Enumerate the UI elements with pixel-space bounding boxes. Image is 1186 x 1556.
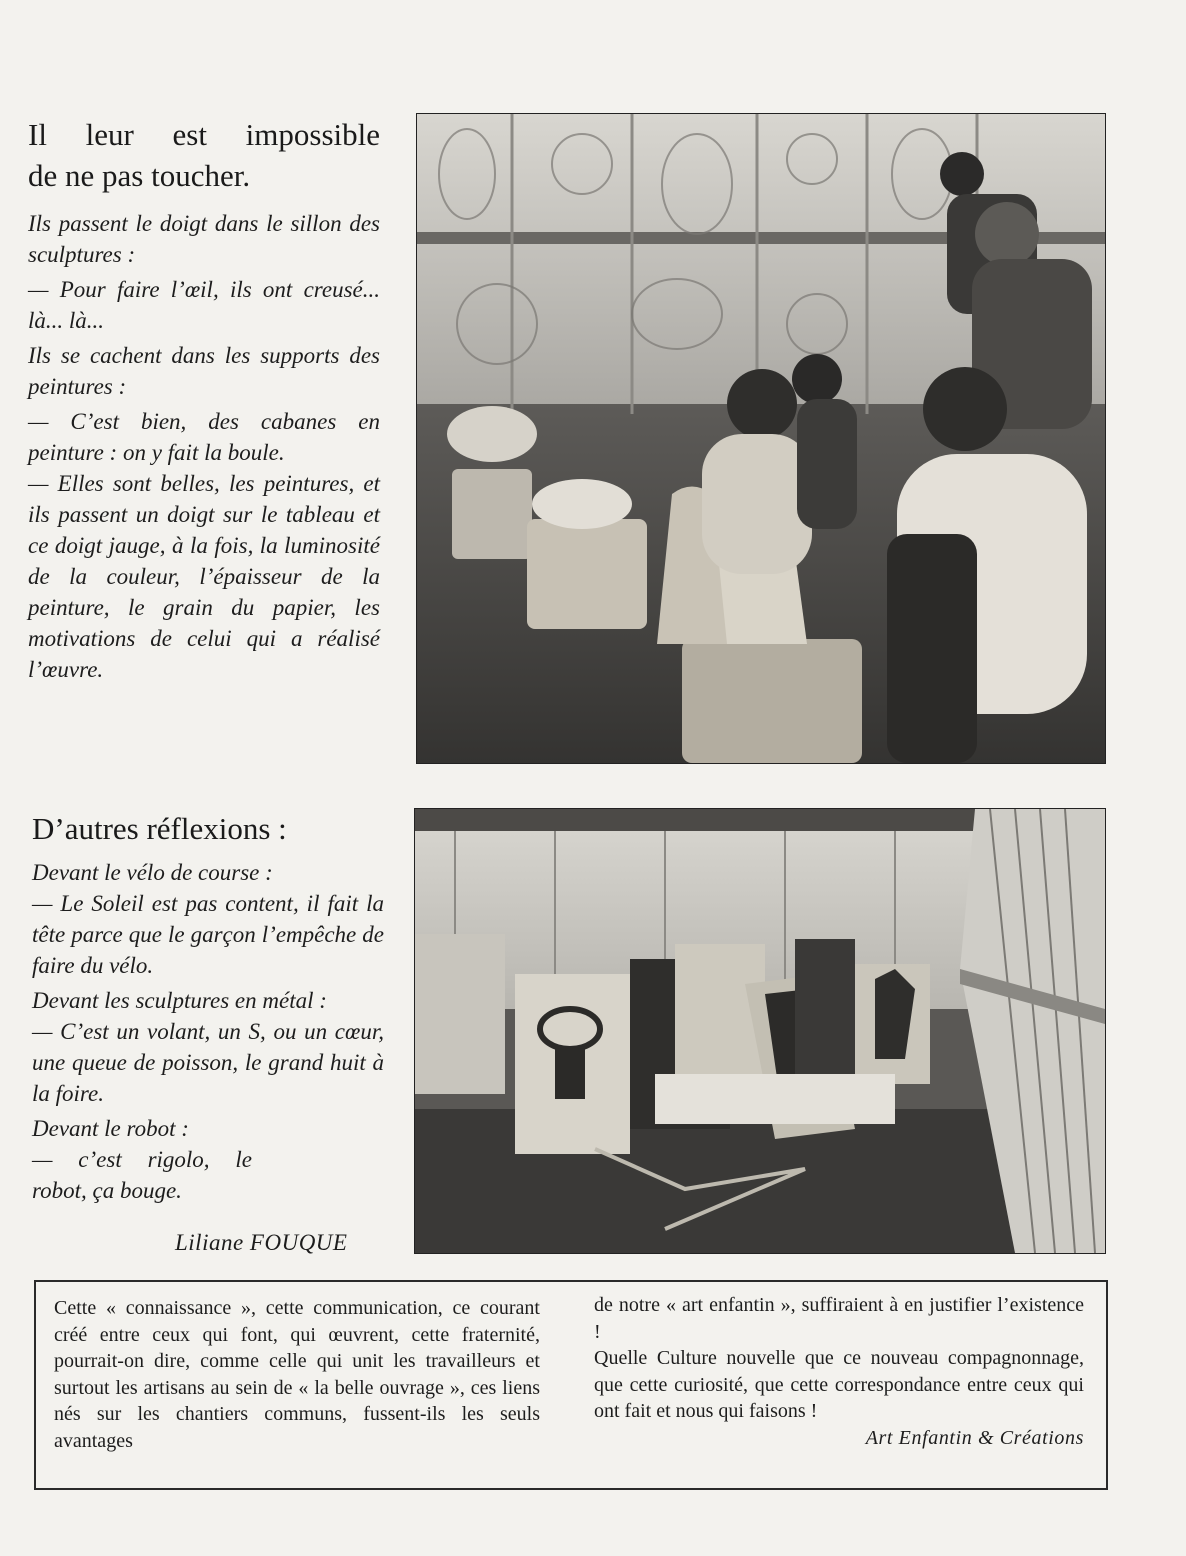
box-paragraph: de notre « art enfantin », suffiraient à en justifier l’existence ! <box>594 1294 1084 1343</box>
photo-children-touching-sculptures <box>417 114 1105 763</box>
photo-gallery-paintings <box>415 809 1105 1253</box>
paragraph: — C’est bien, des cabanes en peinture : on y fait la boule. <box>28 409 380 465</box>
paragraph: Devant le robot : <box>32 1116 189 1141</box>
paragraph: Ils passent le doigt dans le sillon des sculptures : <box>28 211 380 267</box>
paragraph: Devant les sculptures en métal : <box>32 988 327 1013</box>
box-credit: Art Enfantin & Créations <box>865 1426 1084 1449</box>
section2-text <box>32 857 384 1210</box>
paragraph: — Elles sont belles, les peintures, et ils passent un doigt sur le tableau et ce doigt jauge, à la fois, la luminosité de la couleur, l’épaisseur de la peinture, le grain du papier, les motivations de celui qui a réalisé l’œuvre. <box>28 471 380 682</box>
author-signature: Liliane FOUQUE <box>175 1230 348 1255</box>
section1-text <box>28 208 380 689</box>
paragraph: Devant le vélo de course : <box>32 860 273 885</box>
box-paragraph: Quelle Culture nouvelle que ce nouveau compagnonnage, que cette curiosité, que cette correspondance entre ceux qui ont fait et nous qui faisons ! <box>594 1347 1084 1422</box>
box-column-1: Cette « connaissance », cette communication, ce courant créé entre ceux qui font, qui œuvrent, cette fraternité, pourrait-on dire, comme celle qui unit les travailleurs et surtout les artisans au sein de « la belle ouvrage », ces liens nés sur les chantiers communs, fussent-ils les seuls avantages <box>54 1297 540 1452</box>
paragraph: — Le Soleil est pas content, il fait la tête parce que le garçon l’empêche de faire du vélo. <box>32 891 384 978</box>
gallery-exhibition-photo <box>414 808 1106 1254</box>
paragraph: Ils se cachent dans les supports des peintures : <box>28 343 380 399</box>
paragraph: — Pour faire l’œil, ils ont creusé... là... là... <box>28 277 380 333</box>
children-exhibition-photo <box>416 113 1106 764</box>
section2-heading: D’autres réflexions : <box>32 811 287 846</box>
editorial-box <box>34 1280 1108 1490</box>
paragraph: — c’est rigolo, le robot, ça bouge. <box>32 1147 252 1203</box>
section1-heading-line2: de ne pas toucher. <box>28 158 251 193</box>
box-column-2 <box>594 1292 1084 1451</box>
section1-heading-line1: Il leur est impossible <box>28 117 380 152</box>
paragraph: — C’est un volant, un S, ou un cœur, une queue de poisson, le grand huit à la foire. <box>32 1019 384 1106</box>
